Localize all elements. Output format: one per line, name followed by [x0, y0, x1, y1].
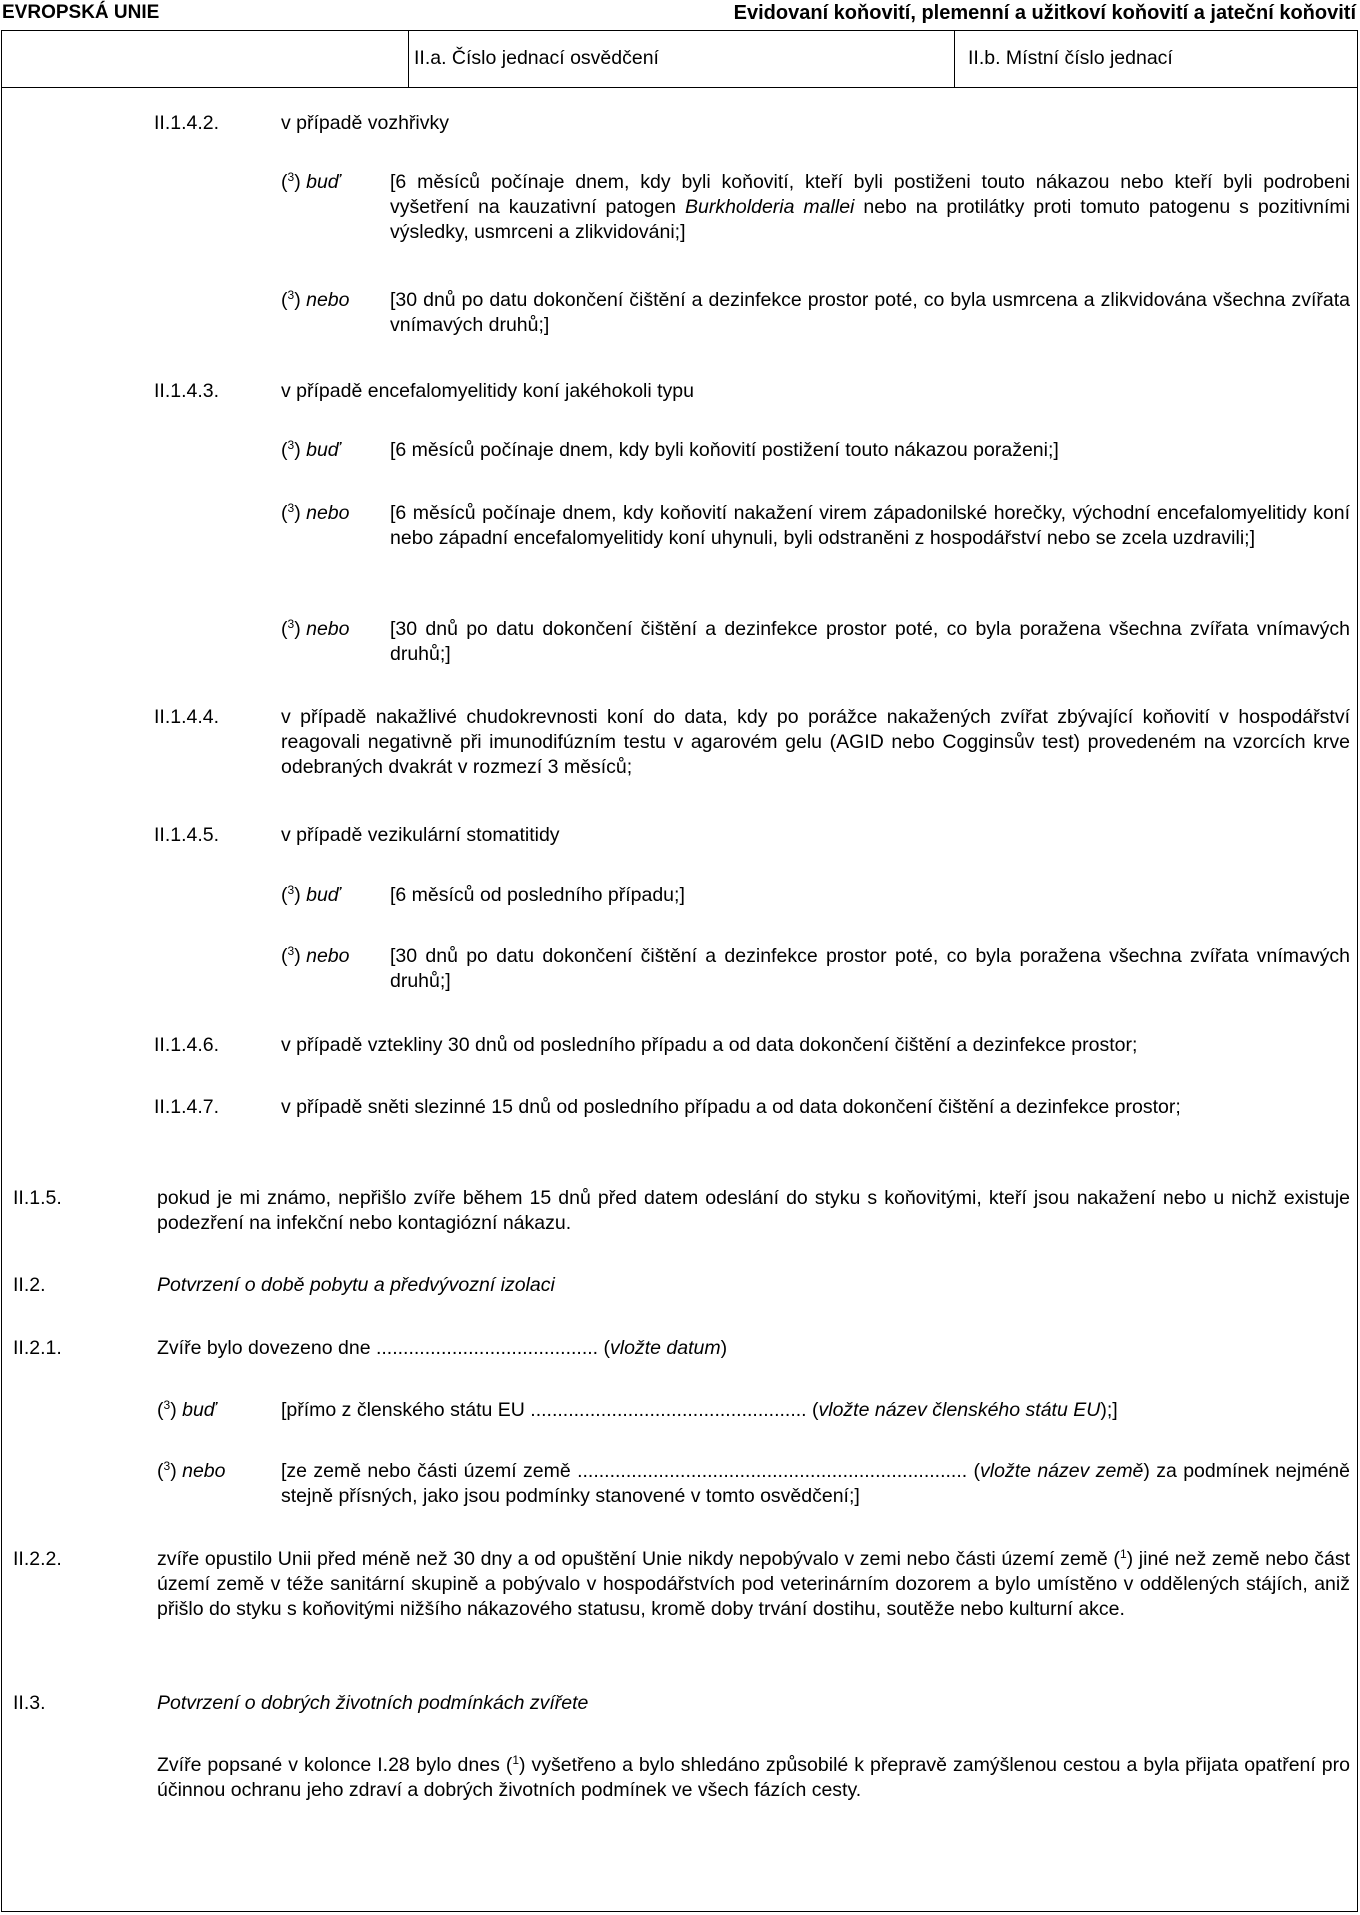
section-title: v případě encefalomyelitidy koní jakéhokoli typu	[281, 380, 694, 402]
option-text: [30 dnů po datu dokončení čištění a dezinfekce prostor poté, co byla poražena všechna zvířata vnímavých druhů;]	[390, 618, 1350, 665]
header-divider	[954, 31, 955, 87]
section-number: II.1.4.4.	[154, 706, 220, 728]
section-heading: Potvrzení o dobrých životních podmínkách zvířete	[157, 1692, 589, 1714]
section-text: Zvíře bylo dovezeno dne ......................................... (vložte datum)	[157, 1337, 728, 1359]
section-text: zvíře opustilo Unii před méně než 30 dny a od opuštění Unie nikdy nepobývalo v zemi nebo části území země ($^1$) jiné než země nebo část území země v téže sanitární skupině a pobývalo v hospodářstvích pod veterinárním dozorem a bylo umístěno v oddělených stájích, aniž přišlo do styku s koňovitými nižšího nákazového statusu, kromě doby trvání dostihu, soutěže nebo kulturní akce.	[157, 1547, 1351, 1620]
option-text: [přímo z členského státu EU ................................................... (vložte název členského státu EU);]	[281, 1399, 1118, 1421]
header-certificate-title: Evidovaní koňovití, plemenní a užitkoví koňovití a jateční koňovití	[733, 2, 1356, 24]
section-number: II.1.4.3.	[154, 380, 220, 402]
certificate-reference-label: II.a. Číslo jednací osvědčení	[414, 47, 659, 69]
section-text: v případě sněti slezinné 15 dnů od posledního případu a od data dokončení čištění a dezinfekce prostor;	[281, 1096, 1181, 1118]
option-text: [ze země nebo části území země ........................................................................ (vložte název země) za podmínek nejméně stejně přísných, jako jsou podmínky stanovené v tomto osvědčení;]	[281, 1460, 1351, 1507]
section-title: v případě vozhřivky	[281, 112, 449, 134]
section-number: II.1.5.	[13, 1187, 62, 1209]
option-label: ($^3$) nebo	[157, 1459, 226, 1482]
header-divider	[408, 31, 409, 87]
section-number: II.2.	[13, 1274, 46, 1296]
option-label: ($^3$) nebo	[281, 501, 350, 524]
option-label: ($^3$) buď	[157, 1398, 216, 1421]
option-text: [30 dnů po datu dokončení čištění a dezinfekce prostor poté, co byla usmrcena a zlikvidována všechna zvířata vnímavých druhů;]	[390, 289, 1350, 336]
section-heading: Potvrzení o době pobytu a předvývozní izolaci	[157, 1274, 555, 1296]
section-text: v případě vztekliny 30 dnů od posledního případu a od data dokončení čištění a dezinfekce prostor;	[281, 1034, 1138, 1056]
option-text: [6 měsíců od posledního případu;]	[390, 884, 685, 906]
section-number: II.3.	[13, 1692, 46, 1714]
section-number: II.1.4.6.	[154, 1034, 220, 1056]
section-number: II.1.4.2.	[154, 112, 220, 134]
option-label: ($^3$) buď	[281, 438, 340, 461]
section-text: pokud je mi známo, nepřišlo zvíře během 15 dnů před datem odeslání do styku s koňovitými, kteří jsou nakažení nebo u nichž existuje podezření na infekční nebo kontagiózní nákazu.	[157, 1187, 1350, 1234]
option-label: ($^3$) nebo	[281, 944, 350, 967]
option-label: ($^3$) buď	[281, 883, 340, 906]
option-text: [30 dnů po datu dokončení čištění a dezinfekce prostor poté, co byla poražena všechna zvířata vnímavých druhů;]	[390, 945, 1350, 992]
option-text: [6 měsíců počínaje dnem, kdy byli koňovití postižení touto nákazou poraženi;]	[390, 439, 1059, 461]
section-number: II.2.2.	[13, 1548, 62, 1570]
section-text: Zvíře popsané v kolonce I.28 bylo dnes ($^1$) vyšetřeno a bylo shledáno způsobilé k přepravě zamýšlenou cestou a byla přijata opatření pro účinnou ochranu jeho zdraví a dobrých životních podmínek ve všech fázích cesty.	[157, 1753, 1350, 1801]
local-reference-label: II.b. Místní číslo jednací	[968, 47, 1173, 69]
header-region: EVROPSKÁ UNIE	[2, 2, 160, 23]
option-text: [6 měsíců počínaje dnem, kdy koňovití nakažení virem západonilské horečky, východní encefalomyelitidy koní nebo západní encefalomyelitidy koní uhynuli, byli odstraněni z hospodářství nebo se zcela uzdravili;]	[390, 502, 1350, 549]
option-label: ($^3$) nebo	[281, 617, 350, 640]
section-number: II.1.4.5.	[154, 824, 220, 846]
section-title: v případě vezikulární stomatitidy	[281, 824, 560, 846]
section-text: v případě nakažlivé chudokrevnosti koní do data, kdy po porážce nakažených zvířat zbývající koňovití v hospodářství reagovali negativně při imunodifúzním testu v agarovém gelu (AGID nebo Cogginsův test) provedeném na vzorcích krve odebraných dvakrát v rozmezí 3 měsíců;	[281, 706, 1350, 778]
section-number: II.1.4.7.	[154, 1096, 220, 1118]
reference-header-row	[2, 31, 1357, 88]
option-label: ($^3$) buď	[281, 170, 340, 193]
section-number: II.2.1.	[13, 1337, 62, 1359]
option-label: ($^3$) nebo	[281, 288, 350, 311]
option-text: [6 měsíců počínaje dnem, kdy byli koňovití, kteří byli postiženi touto nákazou nebo kteří byli podrobeni vyšetření na kauzativní patogen Burkholderia mallei nebo na protilátky proti tomuto patogenu s pozitivními výsledky, usmrceni a zlikvidováni;]	[390, 171, 1350, 243]
